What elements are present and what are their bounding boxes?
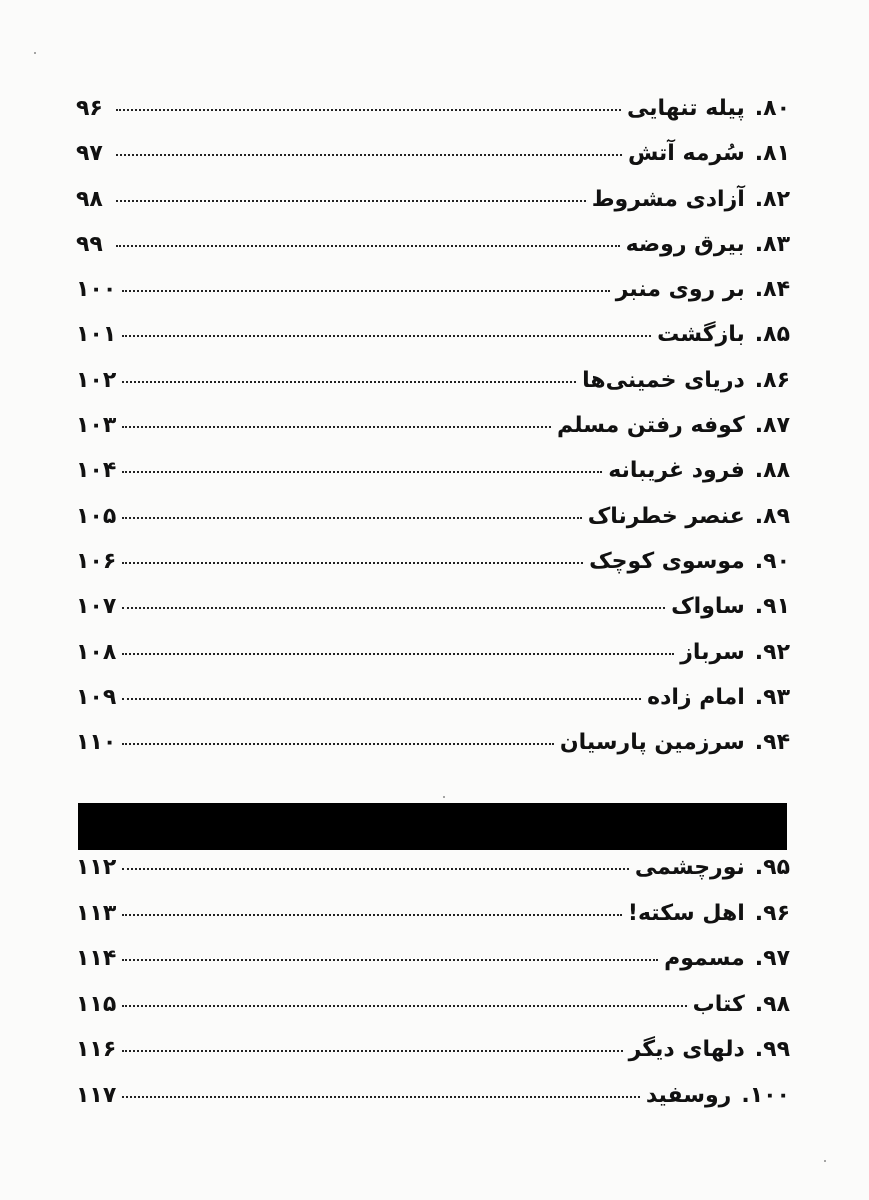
entry-title: بیرق روضه — [625, 231, 745, 257]
entry-page-number: ۱۰۸ — [76, 639, 117, 665]
entry-number: ۹۴. — [754, 730, 790, 756]
entry-page-number: ۱۰۹ — [76, 684, 117, 710]
paper-speck — [34, 52, 36, 54]
entry-number: ۹۲. — [754, 639, 790, 665]
dot-leader — [122, 959, 658, 961]
toc-entry — [76, 187, 790, 232]
dot-leader — [122, 1050, 622, 1052]
dot-leader — [122, 562, 583, 564]
entry-number: ۸۵. — [754, 322, 790, 348]
dot-leader — [122, 471, 602, 473]
entry-page-number: ۱۱۶ — [76, 1037, 117, 1062]
entry-number: ۸۶. — [754, 367, 790, 393]
dot-leader — [116, 200, 586, 202]
entry-page-number: ۱۰۷ — [76, 594, 117, 620]
entry-title: موسوی کوچک — [589, 548, 745, 574]
entry-page-number: ۱۰۶ — [76, 548, 117, 574]
entry-number: ۸۸. — [754, 458, 790, 484]
entry-number: ۸۹. — [754, 503, 790, 529]
toc-entry — [76, 413, 790, 458]
entry-page-number: ۱۱۷ — [76, 1082, 117, 1108]
entry-page-number: ۱۰۴ — [76, 458, 117, 484]
toc-entry — [76, 96, 790, 141]
dot-leader — [122, 335, 651, 337]
entry-title: مسموم — [664, 946, 745, 971]
entry-page-number: ۱۱۵ — [76, 991, 117, 1017]
dot-leader — [122, 868, 629, 870]
entry-page-number: ۱۰۵ — [76, 503, 117, 529]
toc-entry — [76, 277, 790, 322]
toc-entry — [76, 685, 790, 730]
dot-leader — [122, 517, 581, 519]
toc-entry — [76, 322, 790, 367]
section-divider-bar — [78, 803, 787, 850]
dot-leader — [122, 1005, 686, 1007]
entry-number: ۸۲. — [754, 186, 790, 212]
toc-entry — [76, 992, 790, 1038]
dot-leader — [116, 154, 622, 156]
dot-leader — [122, 914, 622, 916]
dot-leader — [122, 290, 609, 292]
entry-title: دریای خمینی‌ها — [582, 367, 745, 393]
entry-number: ۹۱. — [754, 594, 790, 620]
dot-leader — [122, 607, 665, 609]
entry-title: سرزمین پارسیان — [559, 730, 745, 756]
entry-number: ۸۰. — [754, 96, 790, 121]
entry-page-number: ۹۸ — [76, 186, 103, 212]
entry-number: ۸۴. — [754, 277, 790, 303]
table-of-contents-part-1 — [76, 96, 790, 775]
entry-title: نورچشمی — [634, 855, 745, 880]
entry-title: اهل سکته! — [627, 900, 745, 926]
entry-page-number: ۹۹ — [76, 231, 103, 257]
entry-page-number: ۱۱۳ — [76, 900, 117, 926]
entry-number: ۹۰. — [754, 548, 790, 574]
toc-entry — [76, 946, 790, 992]
dot-leader — [122, 653, 674, 655]
toc-entry — [76, 232, 790, 277]
table-of-contents-part-2 — [76, 855, 790, 1128]
toc-entry — [76, 901, 790, 947]
entry-title: ساواک — [671, 594, 745, 620]
entry-number: ۸۳. — [754, 231, 790, 257]
dot-leader — [116, 245, 620, 247]
entry-title: کوفه رفتن مسلم — [557, 413, 745, 439]
entry-page-number: ۱۰۱ — [76, 322, 117, 348]
paper-speck — [824, 1160, 826, 1162]
dot-leader — [122, 698, 641, 700]
entry-page-number: ۱۱۲ — [76, 855, 117, 880]
entry-number: ۹۹. — [754, 1037, 790, 1062]
entry-number: ۸۷. — [754, 413, 790, 439]
toc-entry — [76, 1083, 790, 1129]
entry-title: امام زاده — [647, 684, 745, 710]
entry-number: ۹۶. — [754, 900, 790, 926]
dot-leader — [122, 426, 551, 428]
paper-speck — [443, 796, 445, 798]
toc-entry — [76, 730, 790, 775]
entry-page-number: ۱۱۰ — [76, 730, 117, 756]
entry-page-number: ۹۶ — [76, 96, 103, 121]
entry-title: پیله تنهایی — [627, 96, 745, 121]
entry-title: آزادی مشروط — [591, 186, 745, 212]
dot-leader — [122, 743, 554, 745]
toc-entry — [76, 549, 790, 594]
entry-page-number: ۹۷ — [76, 141, 103, 167]
entry-title: عنصر خطرناک — [587, 503, 745, 529]
entry-number: ۹۷. — [754, 946, 790, 971]
toc-entry — [76, 141, 790, 186]
entry-number: ۸۱. — [754, 141, 790, 167]
entry-title: فرود غریبانه — [608, 458, 745, 484]
toc-entry — [76, 640, 790, 685]
entry-title: روسفید — [645, 1082, 732, 1108]
entry-page-number: ۱۰۰ — [76, 277, 117, 303]
entry-number: ۹۳. — [754, 684, 790, 710]
entry-title: سُرمه آتش — [627, 141, 745, 167]
entry-page-number: ۱۰۲ — [76, 367, 117, 393]
toc-entry — [76, 855, 790, 901]
entry-page-number: ۱۱۴ — [76, 946, 117, 971]
entry-title: بازگشت — [657, 322, 745, 348]
entry-page-number: ۱۰۳ — [76, 413, 117, 439]
toc-entry — [76, 1037, 790, 1083]
toc-entry — [76, 594, 790, 639]
entry-title: دلهای دیگر — [628, 1037, 745, 1062]
dot-leader — [116, 109, 621, 111]
dot-leader — [122, 1096, 640, 1098]
entry-number: ۹۸. — [754, 991, 790, 1017]
toc-entry — [76, 368, 790, 413]
dot-leader — [122, 381, 576, 383]
entry-number: ۹۵. — [754, 855, 790, 880]
entry-title: کتاب — [692, 991, 745, 1017]
entry-number: ۱۰۰. — [741, 1082, 790, 1108]
toc-entry — [76, 458, 790, 503]
entry-title: بر روی منبر — [615, 277, 745, 303]
toc-entry — [76, 504, 790, 549]
entry-title: سرباز — [680, 639, 745, 665]
